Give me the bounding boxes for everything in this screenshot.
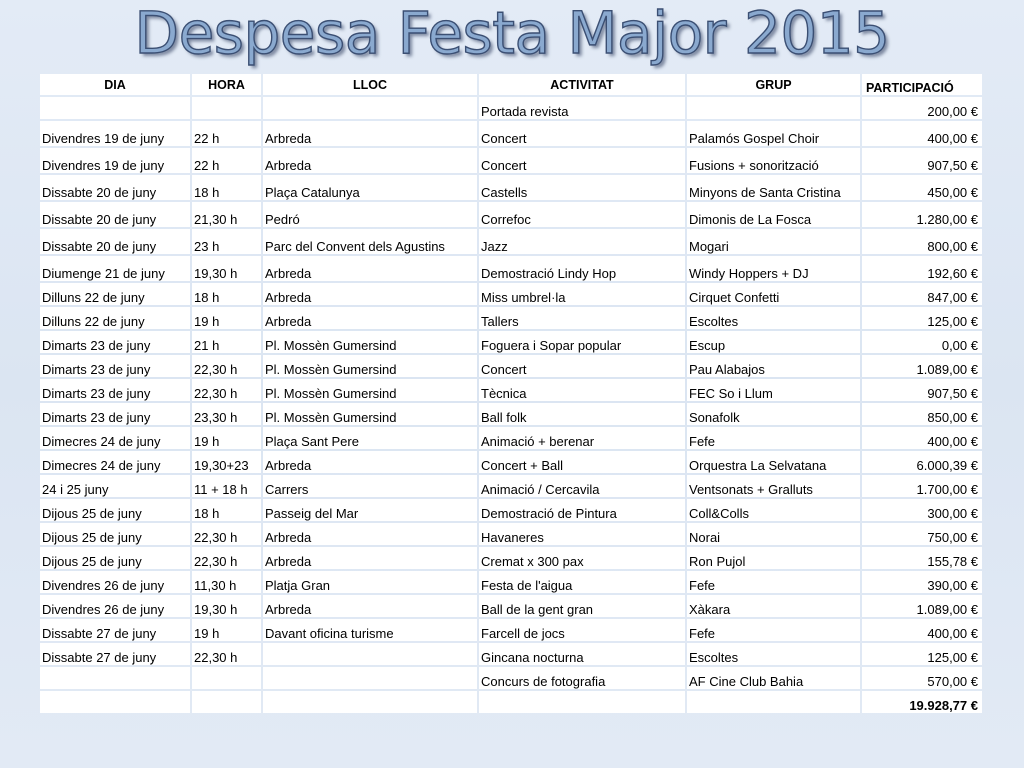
cell-grup: Norai — [687, 523, 860, 545]
cell-grup: Orquestra La Selvatana — [687, 451, 860, 473]
cell-lloc — [263, 97, 477, 119]
header-activitat: ACTIVITAT — [479, 74, 685, 95]
cell-grup: AF Cine Club Bahia — [687, 667, 860, 689]
cell-dia: Dimecres 24 de juny — [40, 427, 190, 449]
table-row — [40, 307, 982, 329]
cell-dia: Dimarts 23 de juny — [40, 331, 190, 353]
header-lloc: LLOC — [263, 74, 477, 95]
cell-participacio: 400,00 € — [862, 121, 982, 146]
cell-hora: 22 h — [192, 148, 261, 173]
cell-lloc: Arbreda — [263, 547, 477, 569]
cell-dia: Dimecres 24 de juny — [40, 451, 190, 473]
cell-grup: Fusions + sonorització — [687, 148, 860, 173]
cell-dia: Dimarts 23 de juny — [40, 379, 190, 401]
cell-activitat: Concurs de fotografia — [479, 667, 685, 689]
cell-activitat: Concert — [479, 148, 685, 173]
cell-grup: Escoltes — [687, 307, 860, 329]
empty-cell — [192, 691, 261, 713]
table-row — [40, 379, 982, 401]
cell-hora: 18 h — [192, 283, 261, 305]
cell-dia: Dissabte 27 de juny — [40, 619, 190, 641]
cell-lloc: Passeig del Mar — [263, 499, 477, 521]
cell-grup: Escup — [687, 331, 860, 353]
cell-activitat: Concert + Ball — [479, 451, 685, 473]
cell-dia: Dimarts 23 de juny — [40, 403, 190, 425]
total-row — [40, 691, 982, 713]
cell-activitat: Gincana nocturna — [479, 643, 685, 665]
cell-grup: Ventsonats + Gralluts — [687, 475, 860, 497]
cell-lloc: Platja Gran — [263, 571, 477, 593]
cell-hora: 19,30 h — [192, 595, 261, 617]
cell-grup: Cirquet Confetti — [687, 283, 860, 305]
table-row — [40, 229, 982, 254]
table-row — [40, 256, 982, 281]
cell-participacio: 907,50 € — [862, 148, 982, 173]
table-row — [40, 643, 982, 665]
cell-lloc: Parc del Convent dels Agustins — [263, 229, 477, 254]
cell-dia: 24 i 25 juny — [40, 475, 190, 497]
empty-cell — [40, 691, 190, 713]
table-row — [40, 547, 982, 569]
cell-grup: Escoltes — [687, 643, 860, 665]
cell-activitat: Correfoc — [479, 202, 685, 227]
cell-grup: Dimonis de La Fosca — [687, 202, 860, 227]
cell-hora: 22,30 h — [192, 523, 261, 545]
cell-dia: Dijous 25 de juny — [40, 499, 190, 521]
cell-dia: Dissabte 20 de juny — [40, 175, 190, 200]
cell-lloc: Arbreda — [263, 148, 477, 173]
cell-activitat: Concert — [479, 355, 685, 377]
cell-lloc: Plaça Sant Pere — [263, 427, 477, 449]
cell-dia: Divendres 19 de juny — [40, 121, 190, 146]
cell-lloc: Carrers — [263, 475, 477, 497]
cell-hora — [192, 667, 261, 689]
cell-hora: 22 h — [192, 121, 261, 146]
cell-activitat: Demostració Lindy Hop — [479, 256, 685, 281]
cell-activitat: Farcell de jocs — [479, 619, 685, 641]
cell-participacio: 850,00 € — [862, 403, 982, 425]
cell-dia: Divendres 26 de juny — [40, 571, 190, 593]
table-row — [40, 619, 982, 641]
table-row — [40, 121, 982, 146]
cell-lloc — [263, 667, 477, 689]
cell-participacio: 750,00 € — [862, 523, 982, 545]
total-amount: 19.928,77 € — [862, 691, 982, 713]
cell-participacio: 6.000,39 € — [862, 451, 982, 473]
cell-dia: Diumenge 21 de juny — [40, 256, 190, 281]
table-row — [40, 499, 982, 521]
cell-participacio: 300,00 € — [862, 499, 982, 521]
cell-grup: Coll&Colls — [687, 499, 860, 521]
cell-dia: Divendres 19 de juny — [40, 148, 190, 173]
cell-activitat: Portada revista — [479, 97, 685, 119]
cell-hora: 22,30 h — [192, 355, 261, 377]
cell-activitat: Foguera i Sopar popular — [479, 331, 685, 353]
cell-dia: Dissabte 27 de juny — [40, 643, 190, 665]
cell-participacio: 200,00 € — [862, 97, 982, 119]
cell-hora: 11 + 18 h — [192, 475, 261, 497]
cell-hora: 21,30 h — [192, 202, 261, 227]
cell-hora: 18 h — [192, 499, 261, 521]
cell-activitat: Cremat x 300 pax — [479, 547, 685, 569]
cell-grup: Sonafolk — [687, 403, 860, 425]
cell-lloc: Pl. Mossèn Gumersind — [263, 379, 477, 401]
cell-lloc: Pl. Mossèn Gumersind — [263, 331, 477, 353]
cell-grup: Fefe — [687, 427, 860, 449]
table-row — [40, 148, 982, 173]
cell-activitat: Ball folk — [479, 403, 685, 425]
cell-lloc: Davant oficina turisme — [263, 619, 477, 641]
cell-participacio: 125,00 € — [862, 643, 982, 665]
cell-grup: FEC So i Llum — [687, 379, 860, 401]
table-row — [40, 403, 982, 425]
cell-lloc: Pl. Mossèn Gumersind — [263, 355, 477, 377]
table-row — [40, 667, 982, 689]
cell-lloc: Pl. Mossèn Gumersind — [263, 403, 477, 425]
cell-lloc: Arbreda — [263, 307, 477, 329]
cell-dia: Dissabte 20 de juny — [40, 202, 190, 227]
table-row — [40, 355, 982, 377]
table-row — [40, 331, 982, 353]
cell-grup: Minyons de Santa Cristina — [687, 175, 860, 200]
cell-hora: 19 h — [192, 307, 261, 329]
cell-hora: 19,30 h — [192, 256, 261, 281]
cell-grup: Pau Alabajos — [687, 355, 860, 377]
cell-activitat: Havaneres — [479, 523, 685, 545]
cell-grup: Xàkara — [687, 595, 860, 617]
cell-hora: 23,30 h — [192, 403, 261, 425]
cell-activitat: Concert — [479, 121, 685, 146]
cell-activitat: Tècnica — [479, 379, 685, 401]
cell-grup: Windy Hoppers + DJ — [687, 256, 860, 281]
cell-activitat: Tallers — [479, 307, 685, 329]
cell-participacio: 1.700,00 € — [862, 475, 982, 497]
header-participacio: PARTICIPACIÓ — [862, 74, 982, 95]
cell-lloc — [263, 643, 477, 665]
cell-dia: Dissabte 20 de juny — [40, 229, 190, 254]
cell-activitat: Festa de l'aigua — [479, 571, 685, 593]
cell-hora: 22,30 h — [192, 379, 261, 401]
cell-dia: Dijous 25 de juny — [40, 523, 190, 545]
cell-lloc: Arbreda — [263, 121, 477, 146]
cell-hora: 23 h — [192, 229, 261, 254]
empty-cell — [263, 691, 477, 713]
table-row — [40, 523, 982, 545]
cell-activitat: Animació + berenar — [479, 427, 685, 449]
header-hora: HORA — [192, 74, 261, 95]
table-row — [40, 283, 982, 305]
cell-activitat: Animació / Cercavila — [479, 475, 685, 497]
cell-activitat: Demostració de Pintura — [479, 499, 685, 521]
cell-lloc: Arbreda — [263, 283, 477, 305]
empty-cell — [687, 691, 860, 713]
table-row — [40, 427, 982, 449]
cell-dia — [40, 97, 190, 119]
cell-participacio: 570,00 € — [862, 667, 982, 689]
cell-grup: Palamós Gospel Choir — [687, 121, 860, 146]
expense-table — [38, 72, 984, 715]
header-grup: GRUP — [687, 74, 860, 95]
cell-lloc: Arbreda — [263, 523, 477, 545]
empty-cell — [479, 691, 685, 713]
cell-dia: Divendres 26 de juny — [40, 595, 190, 617]
cell-participacio: 155,78 € — [862, 547, 982, 569]
table-row — [40, 595, 982, 617]
cell-participacio: 1.280,00 € — [862, 202, 982, 227]
header-row — [40, 74, 982, 95]
cell-hora — [192, 97, 261, 119]
cell-hora: 19 h — [192, 427, 261, 449]
cell-participacio: 400,00 € — [862, 427, 982, 449]
table-row — [40, 97, 982, 119]
cell-participacio: 0,00 € — [862, 331, 982, 353]
cell-participacio: 907,50 € — [862, 379, 982, 401]
cell-activitat: Miss umbrel·la — [479, 283, 685, 305]
cell-lloc: Arbreda — [263, 256, 477, 281]
table-row — [40, 175, 982, 200]
cell-hora: 19 h — [192, 619, 261, 641]
header-dia: DIA — [40, 74, 190, 95]
cell-participacio: 450,00 € — [862, 175, 982, 200]
cell-lloc: Arbreda — [263, 595, 477, 617]
table-row — [40, 475, 982, 497]
cell-participacio: 125,00 € — [862, 307, 982, 329]
cell-dia: Dimarts 23 de juny — [40, 355, 190, 377]
cell-hora: 21 h — [192, 331, 261, 353]
cell-participacio: 847,00 € — [862, 283, 982, 305]
cell-dia: Dilluns 22 de juny — [40, 307, 190, 329]
cell-participacio: 1.089,00 € — [862, 595, 982, 617]
cell-activitat: Ball de la gent gran — [479, 595, 685, 617]
cell-grup — [687, 97, 860, 119]
cell-grup: Fefe — [687, 571, 860, 593]
cell-dia: Dijous 25 de juny — [40, 547, 190, 569]
cell-participacio: 400,00 € — [862, 619, 982, 641]
cell-activitat: Jazz — [479, 229, 685, 254]
cell-participacio: 800,00 € — [862, 229, 982, 254]
cell-hora: 11,30 h — [192, 571, 261, 593]
cell-grup: Ron Pujol — [687, 547, 860, 569]
cell-hora: 19,30+23 — [192, 451, 261, 473]
cell-dia: Dilluns 22 de juny — [40, 283, 190, 305]
table-row — [40, 202, 982, 227]
cell-hora: 22,30 h — [192, 643, 261, 665]
table-row — [40, 571, 982, 593]
cell-lloc: Plaça Catalunya — [263, 175, 477, 200]
cell-activitat: Castells — [479, 175, 685, 200]
cell-hora: 18 h — [192, 175, 261, 200]
cell-dia — [40, 667, 190, 689]
cell-participacio: 390,00 € — [862, 571, 982, 593]
table-body — [40, 97, 982, 713]
page-title: Despesa Festa Major 2015 — [134, 0, 890, 67]
cell-lloc: Pedró — [263, 202, 477, 227]
cell-grup: Fefe — [687, 619, 860, 641]
cell-participacio: 192,60 € — [862, 256, 982, 281]
table-row — [40, 451, 982, 473]
cell-participacio: 1.089,00 € — [862, 355, 982, 377]
cell-hora: 22,30 h — [192, 547, 261, 569]
cell-lloc: Arbreda — [263, 451, 477, 473]
cell-grup: Mogari — [687, 229, 860, 254]
